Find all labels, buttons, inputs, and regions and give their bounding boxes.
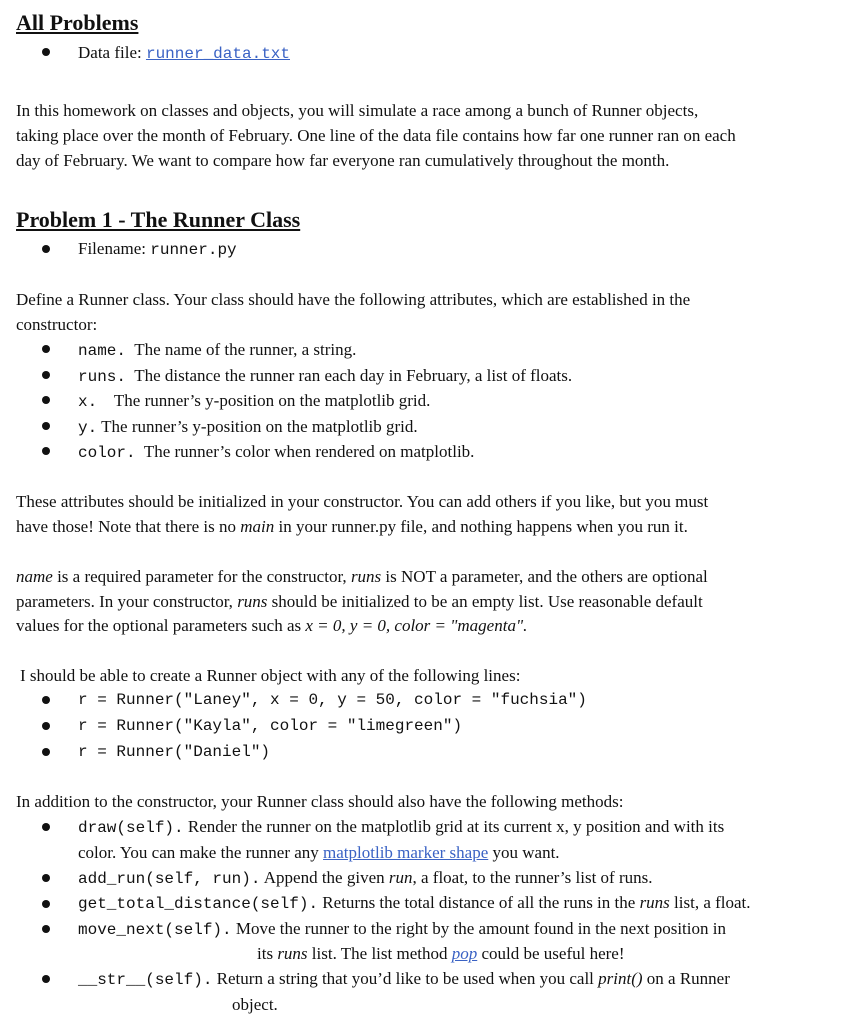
- text-run: Move the runner to the right by the amount found in the next position in: [231, 919, 726, 938]
- bullet: [42, 925, 50, 933]
- bullet: [42, 245, 50, 253]
- attribute-code: color.: [78, 444, 136, 462]
- pop-link[interactable]: pop: [451, 944, 478, 963]
- bullet: [42, 975, 50, 983]
- method-draw-line-2: [78, 842, 560, 864]
- attribute-desc: The runner’s color when rendered on matplotlib.: [143, 442, 475, 461]
- bullet: [42, 696, 50, 704]
- attribute-desc: The runner’s y-position on the matplotlib grid.: [101, 417, 418, 436]
- method-get-total: [78, 892, 751, 915]
- filename-code: runner.py: [150, 241, 237, 259]
- param-line-3: [16, 615, 527, 637]
- method-draw: [78, 816, 724, 839]
- text-run: in your runner.py file, and nothing happens when you run it.: [274, 517, 688, 536]
- all-problems-heading: All Problems: [16, 10, 139, 35]
- filename-label: Filename:: [78, 239, 151, 258]
- text-run: Append the given: [260, 868, 389, 887]
- attribute-item: [78, 365, 572, 388]
- text-run: list. The list method: [307, 944, 452, 963]
- bullet: [42, 447, 50, 455]
- bullet: [42, 371, 50, 379]
- bullet: [42, 396, 50, 404]
- text-run: Render the runner on the matplotlib grid at its current x, y position and with its: [183, 817, 725, 836]
- text-run: on a Runner: [642, 969, 730, 988]
- attribute-desc: The distance the runner ran each day in February, a list of floats.: [134, 366, 573, 385]
- bullet: [42, 422, 50, 430]
- bullet: [42, 345, 50, 353]
- intro-line-2: taking place over the month of February. One line of the data file contains how far one runner ran on each: [16, 126, 736, 145]
- bullet: [42, 874, 50, 882]
- attribute-desc: The runner’s y-position on the matplotlib grid.: [113, 391, 431, 410]
- method-code: get_total_distance(self).: [78, 895, 319, 913]
- data-file-label: Data file:: [78, 43, 146, 62]
- method-str: [78, 968, 730, 991]
- define-line-2: constructor:: [16, 315, 98, 334]
- method-code: draw(self).: [78, 819, 184, 837]
- attribute-code: name.: [78, 342, 127, 360]
- param-line-1: [16, 566, 708, 588]
- text-run: is NOT a parameter, and the others are optional: [381, 567, 708, 586]
- text-run-italic: runs: [639, 893, 670, 912]
- method-code: move_next(self).: [78, 921, 232, 939]
- intro-line-1: In this homework on classes and objects, you will simulate a race among a bunch of Runner objects,: [16, 101, 699, 120]
- text-run: have those! Note that there is no: [16, 517, 241, 536]
- text-run: its: [257, 944, 278, 963]
- method-code: add_run(self, run).: [78, 870, 261, 888]
- text-run: color. You can make the runner any: [78, 843, 324, 862]
- marker-shape-link[interactable]: matplotlib marker shape: [323, 843, 489, 862]
- attribute-item: [78, 390, 430, 413]
- attribute-code: y.: [78, 419, 98, 437]
- text-run-italic: runs: [277, 944, 308, 963]
- attribute-desc: The name of the runner, a string.: [134, 340, 357, 359]
- data-file-item: [78, 42, 290, 65]
- init-line-1: These attributes should be initialized in your constructor. You can add others if you like, but you must: [16, 492, 709, 511]
- bullet: [42, 48, 50, 56]
- text-run: Returns the total distance of all the runs in the: [318, 893, 640, 912]
- method-str-line-2: object.: [232, 995, 278, 1014]
- text-run: you want.: [488, 843, 560, 862]
- text-run: Return a string that you’d like to be used when you call: [212, 969, 599, 988]
- problem1-heading: Problem 1 - The Runner Class: [16, 207, 301, 232]
- text-run: is a required parameter for the constructor,: [52, 567, 351, 586]
- create-line: r = Runner("Kayla", color = "limegreen"): [78, 717, 463, 735]
- bullet: [42, 900, 50, 908]
- filename-item: [78, 238, 237, 261]
- text-run: list, a float.: [669, 893, 751, 912]
- init-line-2: [16, 516, 688, 538]
- attribute-item: [78, 339, 356, 362]
- text-run: parameters. In your constructor,: [16, 592, 238, 611]
- intro-line-3: day of February. We want to compare how far everyone ran cumulatively throughout the month.: [16, 151, 670, 170]
- method-move-next-line-2: [257, 943, 625, 965]
- create-intro: I should be able to create a Runner object with any of the following lines:: [20, 666, 521, 685]
- text-run: , a float, to the runner’s list of runs.: [412, 868, 653, 887]
- text-run-italic: run: [388, 868, 413, 887]
- bullet: [42, 823, 50, 831]
- text-run: should be initialized to be an empty list. Use reasonable default: [267, 592, 703, 611]
- attribute-item: [78, 416, 418, 439]
- text-run: values for the optional parameters such as: [16, 616, 306, 635]
- attribute-code: x.: [78, 393, 98, 411]
- methods-intro: In addition to the constructor, your Runner class should also have the following methods:: [16, 792, 624, 811]
- text-run-italic: runs: [350, 567, 382, 586]
- bullet: [42, 722, 50, 730]
- text-run-italic: main: [240, 517, 275, 536]
- create-line: r = Runner("Daniel"): [78, 743, 271, 761]
- method-code: __str__(self).: [78, 971, 213, 989]
- text-run-italic: x = 0, y = 0, color = "magenta".: [305, 616, 528, 635]
- method-move-next: [78, 918, 726, 941]
- bullet: [42, 748, 50, 756]
- data-file-link[interactable]: runner_data.txt: [145, 45, 290, 63]
- text-run: could be useful here!: [477, 944, 625, 963]
- attribute-item: [78, 441, 474, 464]
- text-run-italic: name: [16, 567, 53, 586]
- attribute-code: runs.: [78, 368, 127, 386]
- text-run-italic: runs: [237, 592, 268, 611]
- create-line: r = Runner("Laney", x = 0, y = 50, color = "fuchsia"): [78, 691, 587, 709]
- text-run-italic: print(): [598, 969, 643, 988]
- method-add-run: [78, 867, 653, 890]
- define-line-1: Define a Runner class. Your class should have the following attributes, which are established in the: [16, 290, 691, 309]
- param-line-2: [16, 591, 703, 613]
